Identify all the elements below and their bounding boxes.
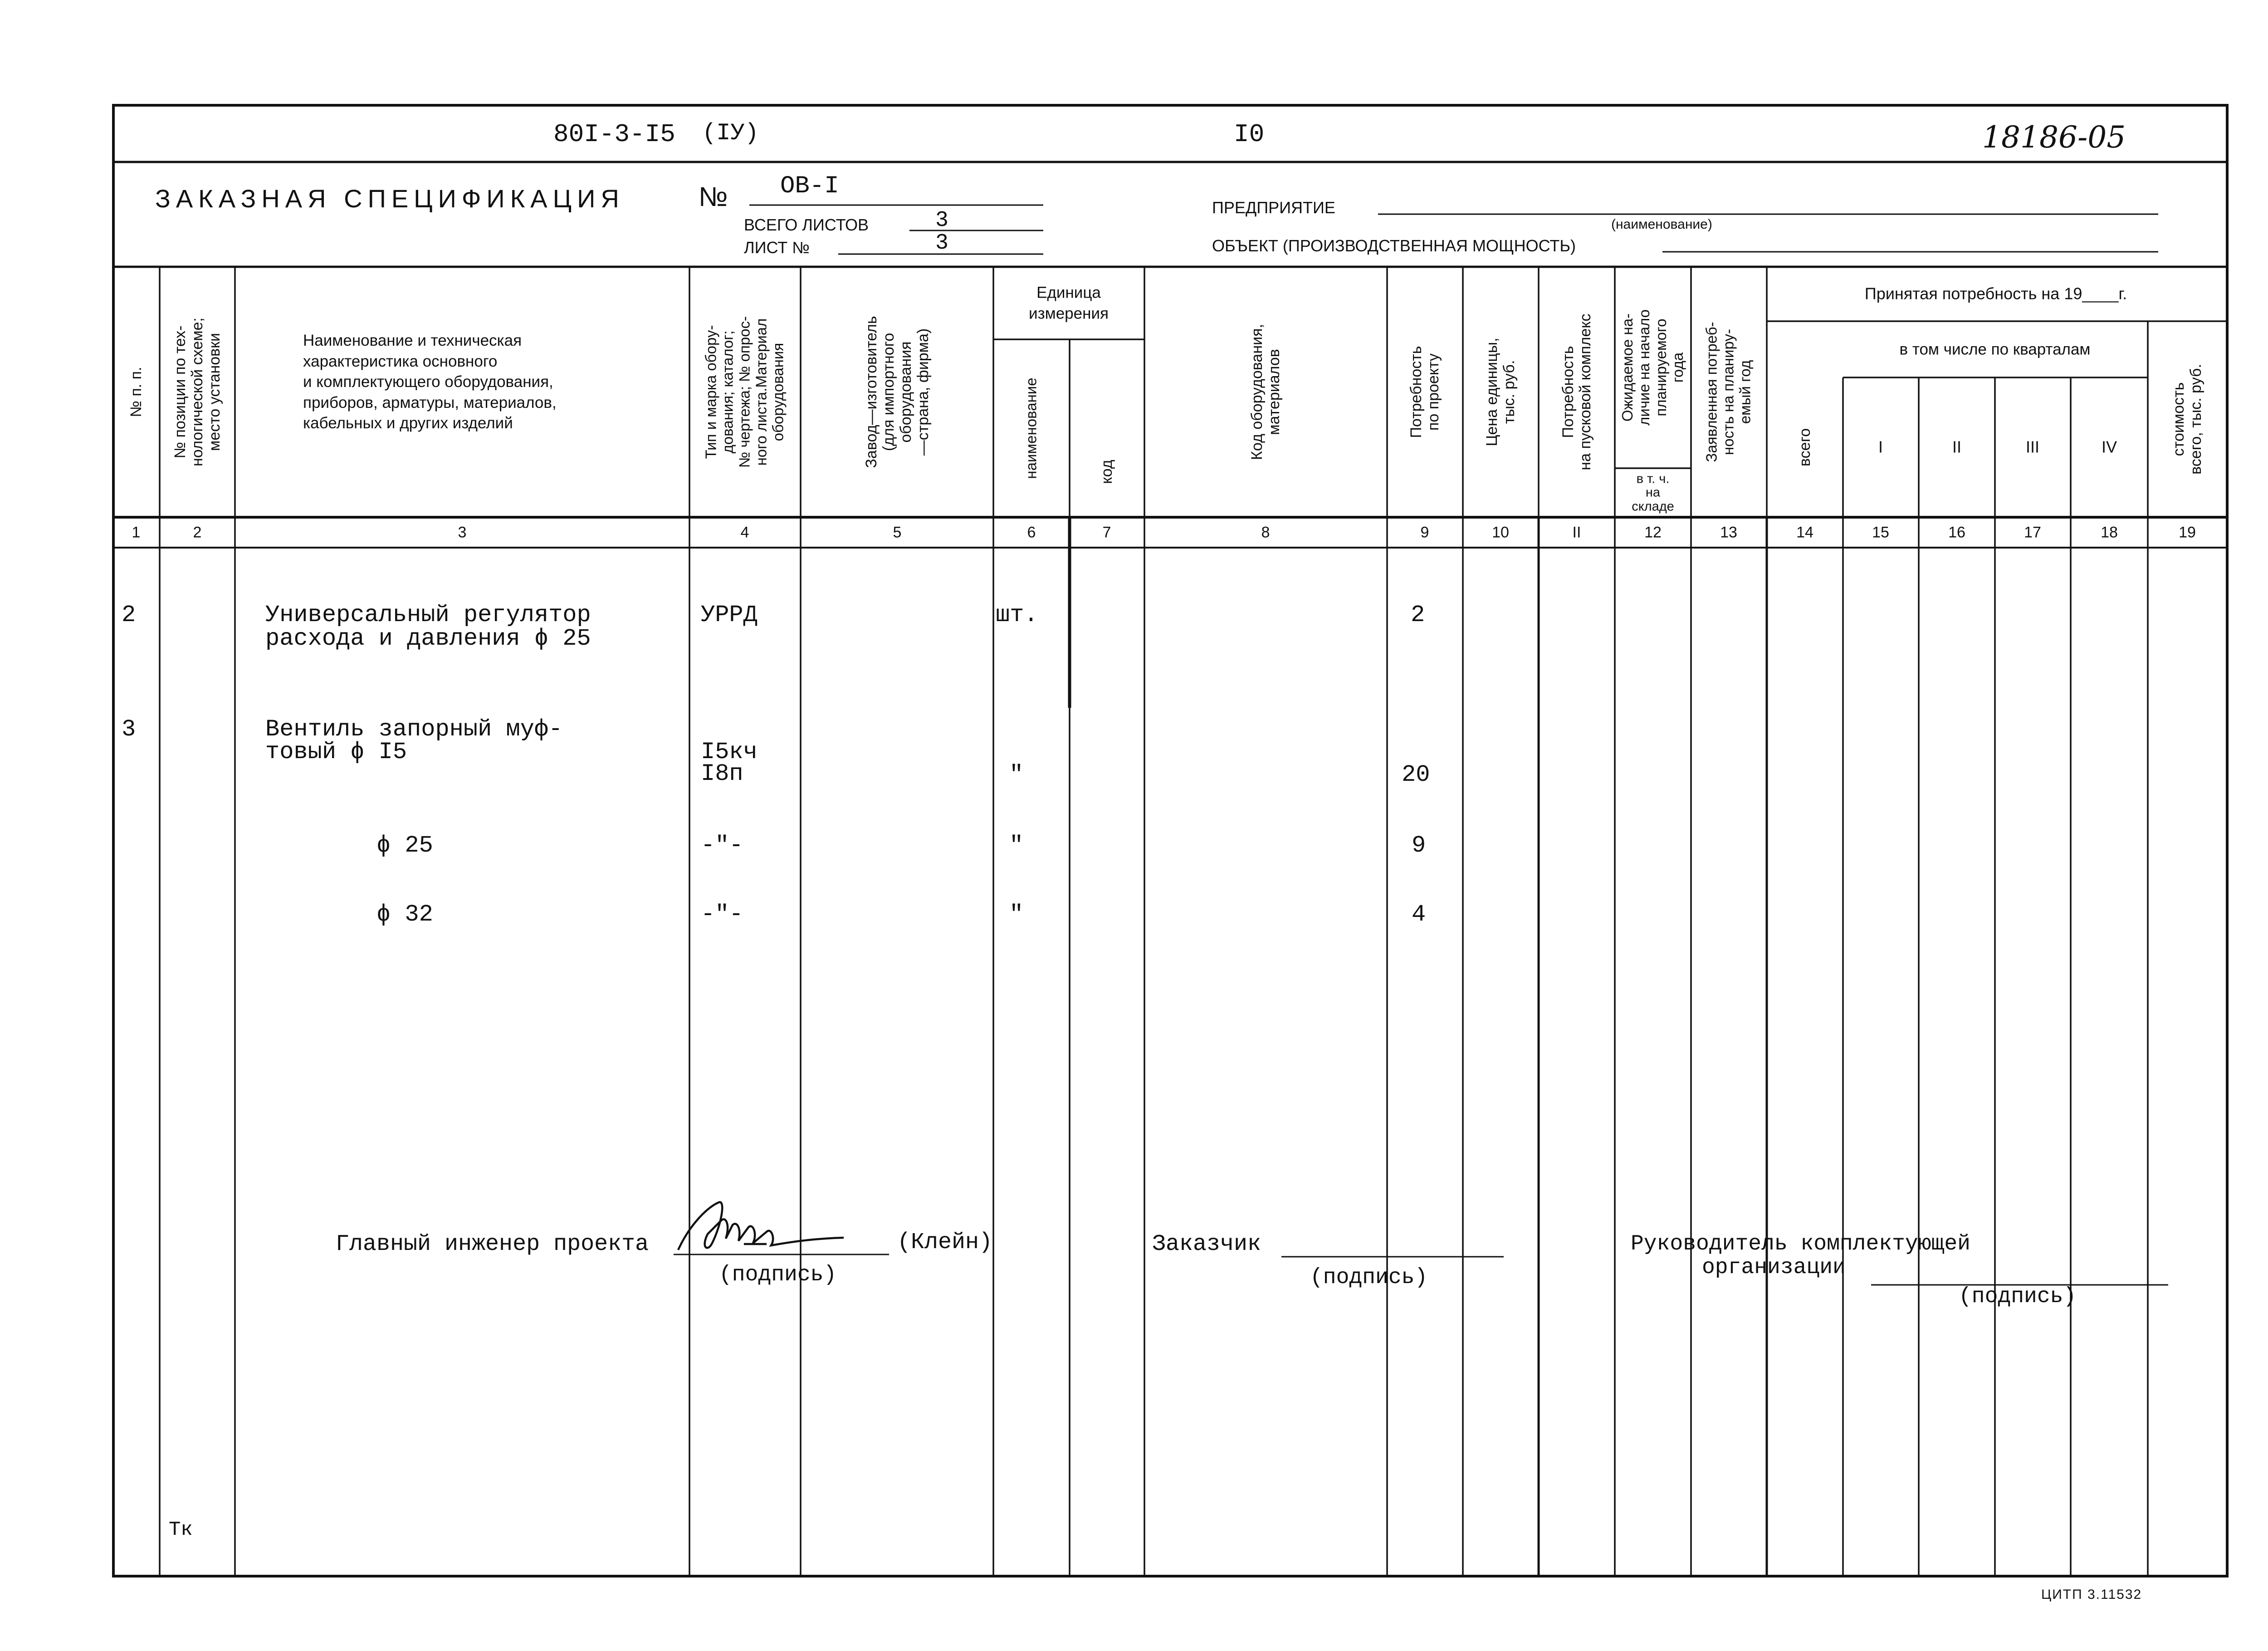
column-number: 1 bbox=[132, 524, 141, 541]
col18-header: IV bbox=[2101, 437, 2117, 456]
col19-header: стоимость всего, тыс. руб. bbox=[2170, 364, 2204, 475]
row-1-type: УРРД bbox=[701, 602, 758, 628]
spec-number-label: № bbox=[699, 181, 728, 212]
col6-header: наименование bbox=[1022, 377, 1040, 479]
col10-header: Цена единицы, тыс. руб. bbox=[1483, 338, 1518, 446]
project-code: 80I-3-I5 bbox=[553, 120, 675, 149]
col5-header: Завод—изготовитель (для импортного оборудования —страна, фирма) bbox=[862, 316, 932, 468]
row-2-type-line2: I8п bbox=[701, 760, 743, 787]
column-number: 12 bbox=[1644, 524, 1662, 541]
column-number: 13 bbox=[1720, 524, 1737, 541]
col3-header: Наименование и техническая характеристика основного и комплектующего оборудования, приборов, арматуры, материалов, кабельных и других изделий bbox=[303, 332, 557, 432]
page-number: I0 bbox=[1234, 120, 1265, 149]
col9-header: Потребность по проекту bbox=[1407, 346, 1442, 438]
object-label: ОБЪЕКТ (ПРОИЗВОДСТВЕННАЯ МОЩНОСТЬ) bbox=[1212, 236, 1576, 255]
row-2-name-line1: Вентиль запорный муф- bbox=[265, 716, 563, 743]
row-2-number: 3 bbox=[122, 716, 136, 743]
row-1-unit: шт. bbox=[996, 602, 1038, 628]
row-1-name-line1: Универсальный регулятор bbox=[265, 602, 591, 628]
total-sheets-label: ВСЕГО ЛИСТОВ bbox=[744, 216, 869, 234]
supplier-label-line1: Руководитель комплектующей bbox=[1631, 1232, 1970, 1256]
col13-header: Заявленная потреб- ность на планиру- емый год bbox=[1703, 322, 1754, 462]
col16-header: II bbox=[1952, 437, 1962, 456]
print-code: ЦИТП 3.11532 bbox=[2041, 1587, 2142, 1602]
enterprise-label: ПРЕДПРИЯТИЕ bbox=[1212, 198, 1335, 217]
column-number: 8 bbox=[1261, 524, 1270, 541]
volume-label: (IУ) bbox=[702, 120, 759, 147]
spec-title: ЗАКАЗНАЯ СПЕЦИФИКАЦИЯ bbox=[155, 184, 625, 213]
accepted-group-header: Принятая потребность на 19____г. bbox=[1864, 284, 2127, 303]
column-number: 3 bbox=[458, 524, 467, 541]
chief-engineer-name: (Клейн) bbox=[897, 1230, 993, 1255]
column-number: 5 bbox=[893, 524, 902, 541]
column-number: II bbox=[1572, 524, 1581, 541]
supplier-label-line2: организации bbox=[1702, 1255, 1846, 1280]
row-3-name: ϕ 25 bbox=[376, 832, 433, 859]
row-1-number: 2 bbox=[122, 602, 136, 628]
column-number: 16 bbox=[1948, 524, 1965, 541]
column-number: 7 bbox=[1102, 524, 1111, 541]
signature-hint-supplier: (подпись) bbox=[1959, 1284, 2077, 1309]
row-2-qty: 20 bbox=[1402, 761, 1430, 788]
column-number: 10 bbox=[1492, 524, 1509, 541]
column-number: 17 bbox=[2024, 524, 2041, 541]
column-number: 14 bbox=[1796, 524, 1813, 541]
column-number: 18 bbox=[2101, 524, 2118, 541]
tk-mark: Тк bbox=[169, 1519, 193, 1541]
col14-header: всего bbox=[1796, 428, 1813, 467]
column-number: 15 bbox=[1872, 524, 1889, 541]
col11-header: Потребность на пусковой комплекс bbox=[1559, 314, 1594, 470]
row-3-unit: " bbox=[1009, 832, 1024, 859]
signature-hint-customer: (подпись) bbox=[1310, 1265, 1428, 1290]
signature-hint-chief: (подпись) bbox=[719, 1263, 837, 1287]
row-3-qty: 9 bbox=[1412, 832, 1426, 859]
col4-header: Тип и марка обору- дования; каталог; № чертежа; № опрос- ного листа.Материал оборудования bbox=[702, 316, 787, 468]
row-2-unit: " bbox=[1009, 761, 1024, 788]
handwritten-signature bbox=[678, 1202, 844, 1250]
col12-header: Ожидаемое на- личие на начало планируемого года bbox=[1619, 309, 1686, 426]
sheet-number-value: 3 bbox=[935, 231, 948, 255]
unit-group-header: Единица измерения bbox=[1029, 284, 1109, 322]
total-sheets-value: 3 bbox=[935, 208, 948, 233]
column-number: 4 bbox=[740, 524, 749, 541]
column-number: 2 bbox=[193, 524, 202, 541]
row-1-name-line2: расхода и давления ϕ 25 bbox=[265, 625, 591, 652]
sheet-number-label: ЛИСТ № bbox=[744, 238, 810, 257]
row-2-type-line1: I5кч bbox=[701, 739, 758, 765]
row-1-qty: 2 bbox=[1411, 602, 1425, 628]
col17-header: III bbox=[2025, 437, 2040, 456]
row-4-qty: 4 bbox=[1412, 901, 1426, 928]
quarters-group-header: в том числе по кварталам bbox=[1899, 340, 2091, 358]
col1-header: № п. п. bbox=[127, 367, 145, 417]
col8-header: Код оборудования, материалов bbox=[1248, 324, 1283, 460]
row-2-name-line2: товый ϕ I5 bbox=[265, 739, 407, 765]
row-3-type: -"- bbox=[701, 832, 743, 859]
column-number: 6 bbox=[1027, 524, 1036, 541]
chief-engineer-label: Главный инженер проекта bbox=[336, 1231, 649, 1257]
enterprise-hint: (наименование) bbox=[1611, 217, 1712, 232]
column-number: 19 bbox=[2179, 524, 2196, 541]
column-number: 9 bbox=[1420, 524, 1429, 541]
row-4-name: ϕ 32 bbox=[376, 901, 433, 928]
row-4-type: -"- bbox=[701, 901, 743, 928]
inventory-number: 18186-05 bbox=[1982, 120, 2126, 155]
customer-label: Заказчик bbox=[1152, 1231, 1261, 1257]
col7-header: код bbox=[1098, 460, 1115, 484]
col2-header: № позиции по тех- нологической схеме; место установки bbox=[171, 318, 224, 466]
spec-number-value: ОВ-I bbox=[780, 172, 839, 200]
col12-stock-subheader: в т. ч. на складе bbox=[1632, 471, 1674, 514]
row-4-unit: " bbox=[1009, 901, 1024, 928]
col15-header: I bbox=[1878, 437, 1883, 456]
